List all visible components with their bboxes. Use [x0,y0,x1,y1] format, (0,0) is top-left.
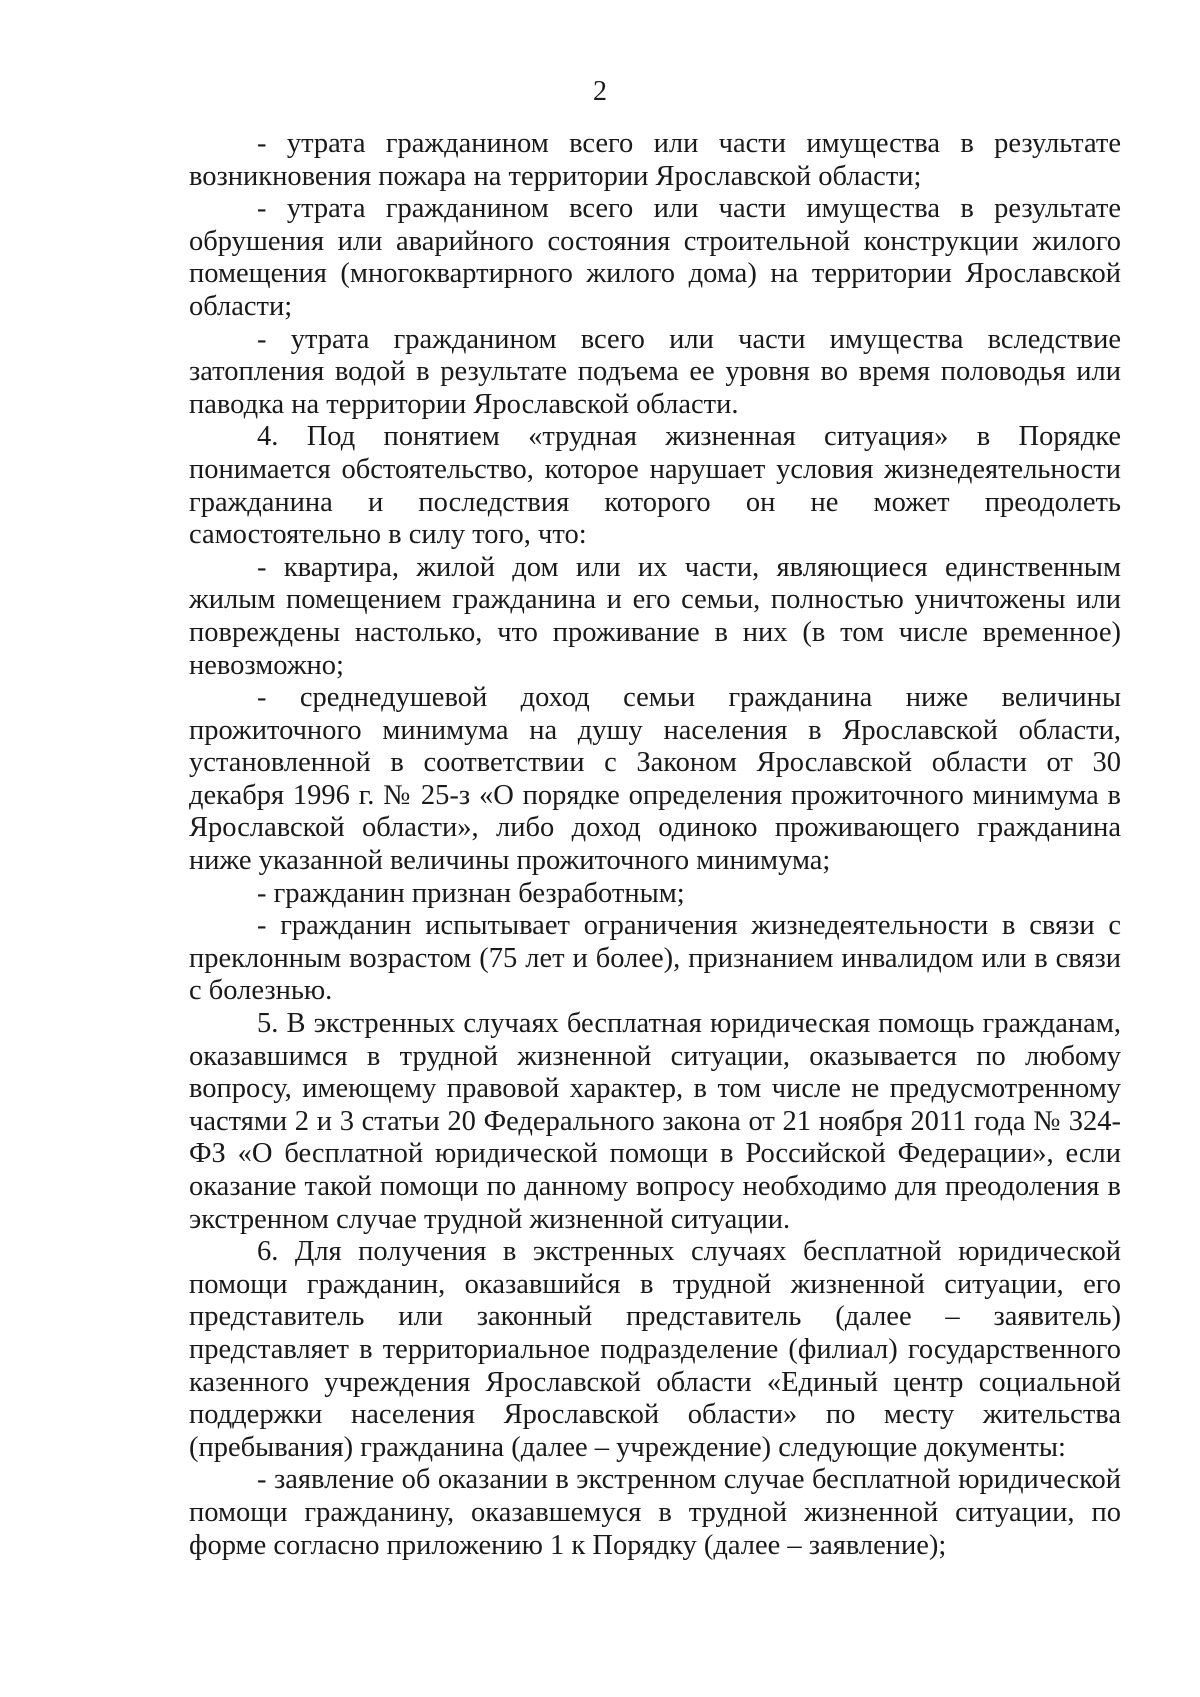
paragraph-housing-destroyed: - квартира, жилой дом или их части, являющиеся единственным жилым помещением гражданина и его семьи, полностью уничтожены или повреждены настолько, что проживание в них (в том числе временное) невозможно; [189,551,1121,681]
paragraph-limitations: - гражданин испытывает ограничения жизнедеятельности в связи с преклонным возрастом (75 лет и более), признанием инвалидом или в связи с болезнью. [189,910,1121,1007]
document-body [189,128,1121,1562]
paragraph-unemployed: - гражданин признан безработным; [257,877,685,909]
paragraph-section-6: 6. Для получения в экстренных случаях бесплатной юридической помощи гражданин, оказавшийся в трудной жизненной ситуации, его представитель или законный представитель (далее – заявитель) представляет в территориальное подразделение (филиал) государственного казенного учреждения Ярославской области «Единый центр социальной поддержки населения Ярославской области» по месту жительства (пребывания) гражданина (далее – учреждение) следующие документы: [189,1236,1121,1463]
page-number: 2 [593,76,607,107]
paragraph-section-4: 4. Под понятием «трудная жизненная ситуация» в Порядке понимается обстоятельство, которое нарушает условия жизнедеятельности гражданина и последствия которого он не может преодолеть самостоятельно в силу того, что: [189,421,1121,551]
paragraph-collapse-loss: - утрата гражданином всего или части имущества в результате обрушения или аварийного состояния строительной конструкции жилого помещения (многоквартирного жилого дома) на территории Ярославской области; [189,193,1121,322]
paragraph-section-5: 5. В экстренных случаях бесплатная юридическая помощь гражданам, оказавшимся в трудной жизненной ситуации, оказывается по любому вопросу, имеющему правовой характер, в том числе не предусмотренному частями 2 и 3 статьи 20 Федерального закона от 21 ноября 2011 года № 324-ФЗ «О бесплатной юридической помощи в Российской Федерации», если оказание такой помощи по данному вопросу необходимо для преодоления в экстренном случае трудной жизненной ситуации. [189,1008,1121,1235]
paragraph-application: - заявление об оказании в экстренном случае бесплатной юридической помощи гражданину, оказавшемуся в трудной жизненной ситуации, по форме согласно приложению 1 к Порядку (далее – заявление); [189,1464,1121,1561]
paragraph-low-income: - среднедушевой доход семьи гражданина ниже величины прожиточного минимума на душу населения в Ярославской области, установленной в соответствии с Законом Ярославской области от 30 декабря 1996 г. № 25-з «О порядке определения прожиточного минимума в Ярославской области», либо доход одиноко проживающего гражданина ниже указанной величины прожиточного минимума; [189,682,1121,877]
paragraph-fire-loss: - утрата гражданином всего или части имущества в результате возникновения пожара на территории Ярославской области; [189,128,1121,192]
paragraph-flood-loss: - утрата гражданином всего или части имущества вследствие затопления водой в результате подъема ее уровня во время половодья или паводка на территории Ярославской области. [189,323,1121,420]
